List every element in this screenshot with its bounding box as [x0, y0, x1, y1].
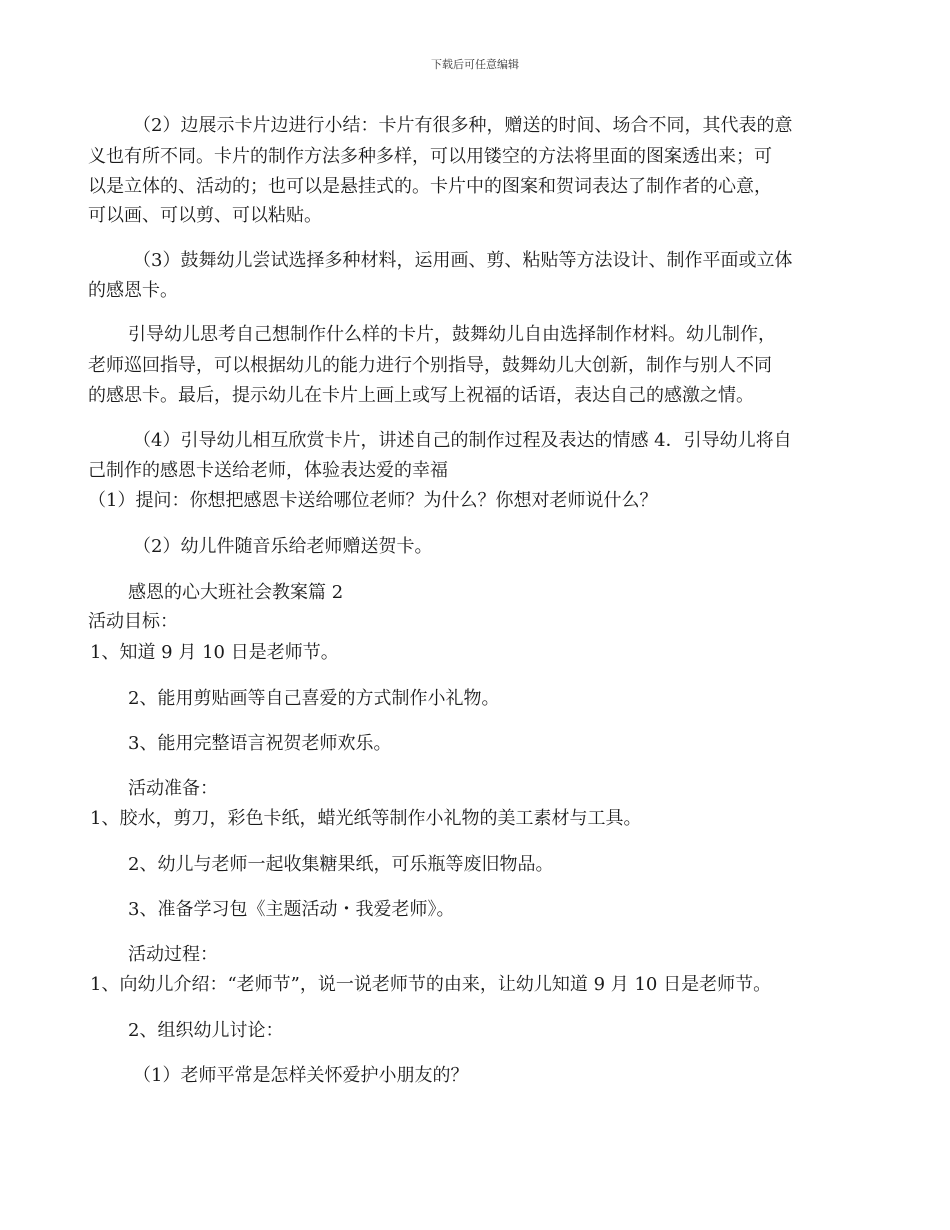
section-label: 活动准备： [128, 778, 218, 799]
section-label: 活动过程： [128, 944, 218, 965]
list-item: 1、知道 9 月 10 日是老师节。 [90, 642, 339, 663]
list-item: 2、幼儿与老师一起收集糖果纸，可乐瓶等废旧物品。 [128, 854, 554, 875]
section-label: 活动目标： [88, 611, 178, 632]
paragraph-line: 可以画、可以剪、可以粘贴。 [88, 205, 322, 226]
page-header: 下载后可任意编辑 [431, 58, 519, 71]
paragraph-line: （1）提问：你想把感恩卡送给哪位老师？为什么？你想对老师说什么？ [88, 490, 658, 511]
section-title: 感恩的心大班社会教案篇 2 [128, 582, 344, 603]
list-item: （1）老师平常是怎样关怀爱护小朋友的？ [133, 1065, 469, 1086]
paragraph-line: （2）边展示卡片边进行小结：卡片有很多种，赠送的时间、场合不同，其代表的意 [133, 115, 793, 136]
paragraph-line: （4）引导幼儿相互欣赏卡片，讲述自己的制作过程及表达的情感 4．引导幼儿将自 [133, 430, 792, 451]
paragraph-line: 义也有所不同。卡片的制作方法多种多样，可以用镂空的方法将里面的图案透出来；可 [88, 146, 772, 167]
list-item: 2、组织幼儿讨论： [128, 1020, 284, 1041]
paragraph-line: 引导幼儿思考自己想制作什么样的卡片，鼓舞幼儿自由选择制作材料。幼儿制作， [128, 324, 776, 345]
paragraph-line: 的感恩卡。 [88, 280, 178, 301]
list-item: 2、能用剪贴画等自己喜爱的方式制作小礼物。 [128, 688, 500, 709]
paragraph-line: 老师巡回指导，可以根据幼儿的能力进行个别指导，鼓舞幼儿大创新，制作与别人不同 [88, 355, 772, 376]
paragraph-line: 己制作的感恩卡送给老师，体验表达爱的幸福 [88, 460, 448, 481]
paragraph-line: （3）鼓舞幼儿尝试选择多种材料，运用画、剪、粘贴等方法设计、制作平面或立体 [133, 250, 793, 271]
paragraph-line: 的感思卡。最后，提示幼儿在卡片上画上或写上祝福的话语，表达自己的感激之情。 [88, 385, 754, 406]
list-item: 3、准备学习包《主题活动・我爱老师》。 [128, 899, 455, 920]
list-item: 1、胶水，剪刀，彩色卡纸，蜡光纸等制作小礼物的美工素材与工具。 [90, 808, 642, 829]
list-item: 1、向幼儿介绍：“老师节”，说一说老师节的由来，让幼儿知道 9 月 10 日是老师节。 [90, 974, 772, 995]
list-item: 3、能用完整语言祝贺老师欢乐。 [128, 733, 392, 754]
paragraph-line: （2）幼儿件随音乐给老师赠送贺卡。 [133, 536, 433, 557]
paragraph-line: 以是立体的、活动的；也可以是悬挂式的。卡片中的图案和贺词表达了制作者的心意， [88, 176, 772, 197]
